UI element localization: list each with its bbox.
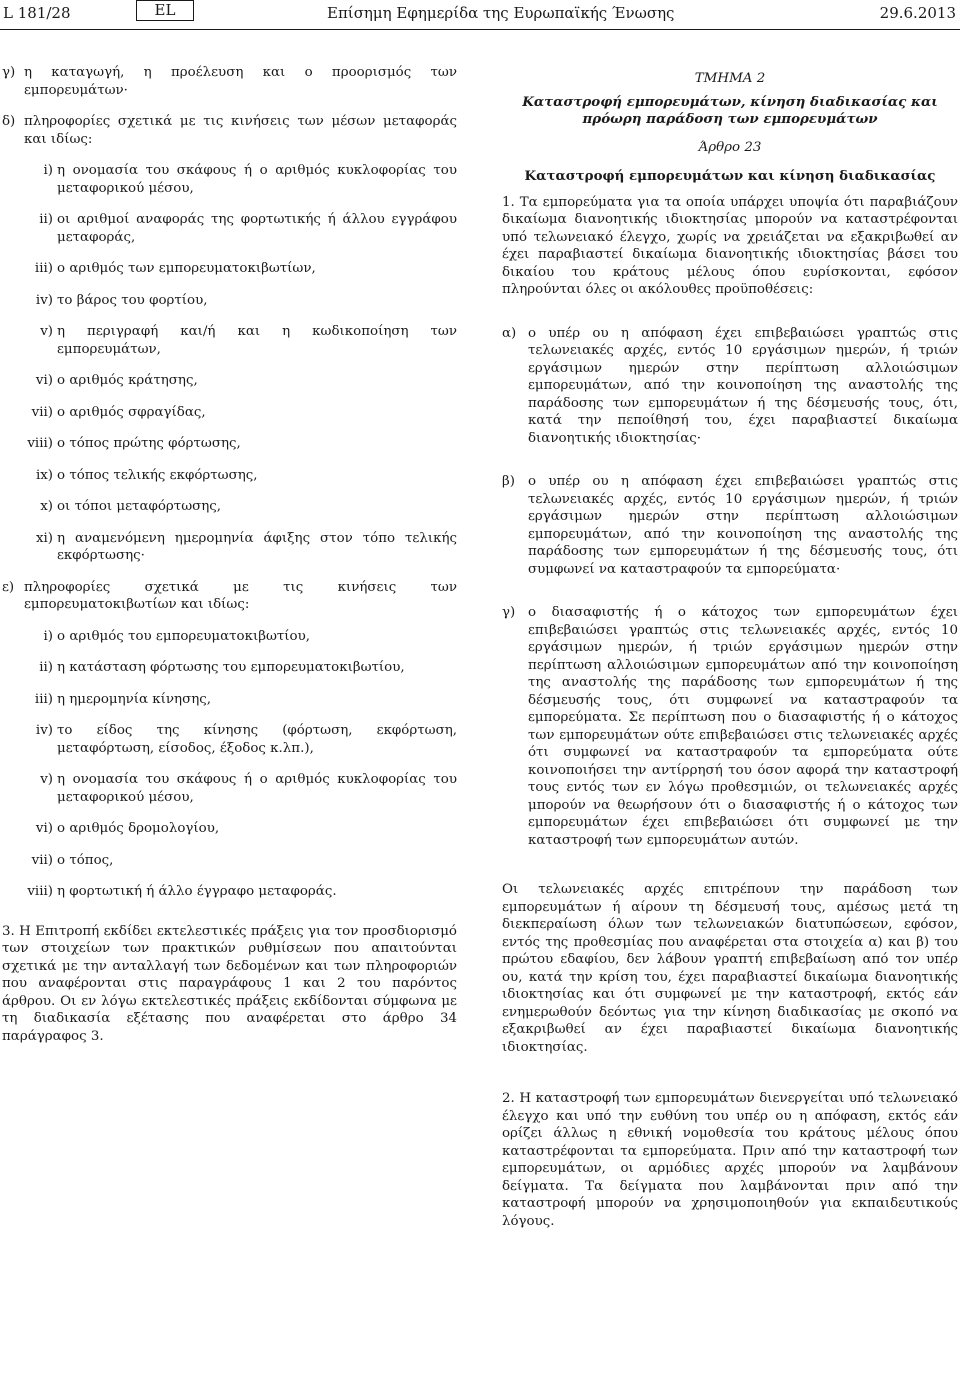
item-label: vi) [35,821,53,836]
list-item [2,372,457,390]
item-label: viii) [27,884,53,899]
item-text: η καταγωγή, η προέλευση και ο προορισμός των εμπορευμάτων· [24,65,457,98]
item-label: iii) [34,261,53,276]
item-text: ο αριθμός των εμπορευματοκιβωτίων, [57,261,316,276]
item-text: ο διασαφιστής ή ο κάτοχος των εμπορευμάτων έχει επιβεβαιώσει γραπτώς στις τελωνειακές αρχές, εντός 10 εργάσιμων ημερών, ή τριών εργάσιμων ημερών στην περίπτωση αλλοιώσιμων εμπορευμάτων από την κοινοποίηση της αναστολής της παράδοσης των εμπορευμάτων ή της δέσμευσής τους, ότι συμφωνεί να καταστραφούν τα εμπορεύματα. Σε περίπτωση που ο διασαφιστής ή ο κάτοχος των εμπορευμάτων ούτε επιβεβαιώσει στις τελωνειακές αρχές ότι συμφωνεί να καταστραφούν τα εμπορεύματα ούτε κοινοποιήσει την αντίρρησή του όσον αφορά την καταστροφή τους εντός των εν λόγω προθεσμιών, οι τελωνειακές αρχές μπορούν να θεωρήσουν ότι ο διασαφιστής ή ο κάτοχος των εμπορευμάτων έχει επιβεβαιώσει ότι συμφωνεί με την καταστροφή των εμπορευμάτων αυτών. [528,605,958,848]
item-label: vii) [31,852,53,868]
item-label: viii) [27,436,53,451]
list-item [2,162,457,197]
list-item [2,820,457,838]
epsilon-subitems [2,628,457,901]
list-item [2,498,457,516]
list-item [2,883,457,901]
item-label: α) [502,325,517,341]
item-text: η ονομασία του σκάφους ή ο αριθμός κυκλοφορίας του μεταφορικού μέσου, [57,772,457,805]
page-number: L 181/28 [3,4,71,22]
item-label: iv) [35,292,53,308]
item-label: iii) [34,691,53,707]
item-text: η περιγραφή και/ή και η κωδικοποίηση των εμπορευμάτων, [57,324,457,357]
item-text: ο αριθμός σφραγίδας, [57,404,206,420]
item-text: ο υπέρ ου η απόφαση έχει επιβεβαιώσει γραπτώς στις τελωνειακές αρχές, εντός 10 εργάσιμων ημερών, ή τριών εργάσιμων ημερών στην περίπτωση αλλοιώσιμων εμπορευμάτων, από την κοινοποίηση της αναστολής της παράδοσης των εμπορευμάτων ή της δέσμευσής τους, ότι συμφωνεί να καταστραφούν τα εμπορεύματα· [528,474,958,577]
list-item [2,467,457,485]
item-label: ii) [39,212,53,227]
item-text: η φορτωτική ή άλλο έγγραφο μεταφοράς. [57,884,337,899]
list-item [2,691,457,709]
section-heading: ΤΜΗΜΑ 2 [694,71,766,86]
item-text: ο τόπος πρώτης φόρτωσης, [57,436,241,451]
header-rule [0,29,960,30]
item-label: x) [40,499,53,514]
paragraph-customs: Οι τελωνειακές αρχές επιτρέπουν την παράδοση των εμπορευμάτων ή αίρουν τη δέσμευσή τους, αμέσως μετά τη διεκπεραίωση όλων των τελωνειακών διατυπώσεων, εφόσον, εντός της προθεσμίας που αναφέρεται στα στοιχεία α) και β) του πρώτου εδαφίου, δεν λάβουν γραπτή επιβεβαίωση από τον υπέρ ου, κατά την κρίση του, έχει παραβιαστεί δικαίωμα διανοητικής ιδιοκτησίας και ότι συμφωνεί με την καταστροφή, εκτός εάν ενημερωθούν δεόντως για την κίνηση διαδικασίας με σκοπό να εξακριβωθεί αν έχει παραβιαστεί δικαίωμα διανοητικής ιδιοκτησίας. [502,882,958,1055]
item-text: η κατάσταση φόρτωσης του εμπορευματοκιβωτίου, [57,660,405,675]
item-text: το βάρος του φορτίου, [57,292,208,308]
item-label: γ) [2,65,16,80]
item-text: ο αριθμός κράτησης, [57,373,198,388]
item-text: οι τόποι μεταφόρτωσης, [57,499,222,514]
list-item [2,771,457,806]
item-text: ο αριθμός του εμπορευματοκιβωτίου, [57,628,310,644]
item-label: i) [43,628,53,644]
item-label: ε) [2,579,15,595]
item-label: γ) [502,605,516,620]
list-item [502,473,958,578]
item-text: ο τόπος τελικής εκφόρτωσης, [57,467,258,483]
list-item [2,404,457,422]
item-label: v) [40,772,53,787]
paragraph-1: 1. Τα εμπορεύματα για τα οποία υπάρχει υποψία ότι παραβιάζουν δικαίωμα διανοητικής ιδιοκτησίας μπορούν να καταστρέφονται υπό τελωνειακό έλεγχο, χωρίς να χρειάζεται να εξακριβωθεί αν έχει παραβιαστεί δικαίωμα διανοητικής ιδιοκτησίας βάσει του δικαίου του κράτους μέλους όπου ευρίσκονται, εφόσον πληρούνται όλες οι ακόλουθες προϋποθέσεις: [502,194,958,297]
item-epsilon [2,579,457,614]
list-item [502,604,958,849]
conditions-list [502,325,958,850]
page-header [0,0,960,30]
item-label: vii) [31,404,53,420]
item-text: η ημερομηνία κίνησης, [57,691,211,707]
list-item [2,435,457,453]
item-text: πληροφορίες σχετικά με τις κινήσεις των εμπορευματοκιβωτίων και ιδίως: [24,579,457,612]
delta-subitems [2,162,457,565]
item-label: xi) [35,530,53,546]
item-text: ο υπέρ ου η απόφαση έχει επιβεβαιώσει γραπτώς στις τελωνειακές αρχές, εντός 10 εργάσιμων ημερών, ή τριών εργάσιμων ημερών στην περίπτωση αλλοιώσιμων εμπορευμάτων, από την κοινοποίηση της αναστολής της παράδοσης των εμπορευμάτων ή της δέσμευσής τους, ότι, κατά την πεποίθησή του, έχει παραβιαστεί δικαίωμα διανοητικής ιδιοκτησίας· [528,325,958,446]
item-label: δ) [2,114,16,129]
item-text: η αναμενόμενη ημερομηνία άφιξης στον τόπο τελικής εκφόρτωσης· [57,530,457,563]
item-label: iv) [35,723,53,738]
item-text: η ονομασία του σκάφους ή ο αριθμός κυκλοφορίας του μεταφορικού μέσου, [57,163,457,196]
journal-title: Επίσημη Εφημερίδα της Ευρωπαϊκής Ένωσης [327,4,675,22]
item-label: vi) [35,373,53,388]
item-label: i) [43,163,53,178]
list-item [2,323,457,358]
item-gamma [2,64,457,99]
list-item [2,852,457,870]
item-text: οι αριθμοί αναφοράς της φορτωτικής ή άλλου εγγράφου μεταφοράς, [57,212,457,245]
article-title: Καταστροφή εμπορευμάτων και κίνηση διαδικασίας [524,168,936,184]
item-text: ο τόπος, [57,852,114,868]
item-text: ο αριθμός δρομολογίου, [57,821,220,836]
item-label: β) [502,474,515,489]
item-text: πληροφορίες σχετικά με τις κινήσεις των μέσων μεταφοράς και ιδίως: [24,114,457,147]
left-column [2,64,457,1045]
list-item [2,260,457,278]
right-column [502,64,958,1230]
language-box: EL [136,0,194,21]
article-number: Άρθρο 23 [698,139,762,155]
list-item [502,325,958,448]
list-item [2,211,457,246]
item-label: ii) [39,660,53,675]
list-item [2,292,457,310]
list-item [2,722,457,757]
item-text: το είδος της κίνησης (φόρτωση, εκφόρτωση, μεταφόρτωση, είσοδος, έξοδος κ.λπ.), [57,723,457,756]
publication-date: 29.6.2013 [879,4,956,22]
list-item [2,530,457,565]
item-label: ix) [35,467,53,483]
section-title: Καταστροφή εμπορευμάτων, κίνηση διαδικασίας και πρόωρη παράδοση των εμπορευμάτων [522,93,938,127]
item-delta [2,113,457,148]
paragraph-3: 3. Η Επιτροπή εκδίδει εκτελεστικές πράξεις για τον προσδιορισμό των στοιχείων των πρακτικών ρυθμίσεων που απαιτούνται σχετικά με την ανταλλαγή των δεδομένων και των πληροφοριών που αναφέρονται στις παραγράφους 1 και 2 του παρόντος άρθρου. Οι εν λόγω εκτελεστικές πράξεις εκδίδονται σύμφωνα με τη διαδικασία εξέτασης που αναφέρεται στο άρθρο 34 παράγραφος 3. [2,923,457,1044]
paragraph-2: 2. Η καταστροφή των εμπορευμάτων διενεργείται υπό τελωνειακό έλεγχο και υπό την ευθύνη του υπέρ ου η απόφαση, εκτός εάν ορίζει άλλως η εθνική νομοθεσία του κράτους μέλους όπου καταστρέφονται τα εμπορεύματα. Πριν από την καταστροφή των εμπορευμάτων, οι αρμόδιες αρχές μπορούν να λαμβάνουν δείγματα. Τα δείγματα που λαμβάνονται πριν από την καταστροφή μπορούν να χρησιμοποιηθούν για εκπαιδευτικούς λόγους. [502,1091,958,1229]
list-item [2,659,457,677]
list-item [2,628,457,646]
item-label: v) [40,324,53,339]
